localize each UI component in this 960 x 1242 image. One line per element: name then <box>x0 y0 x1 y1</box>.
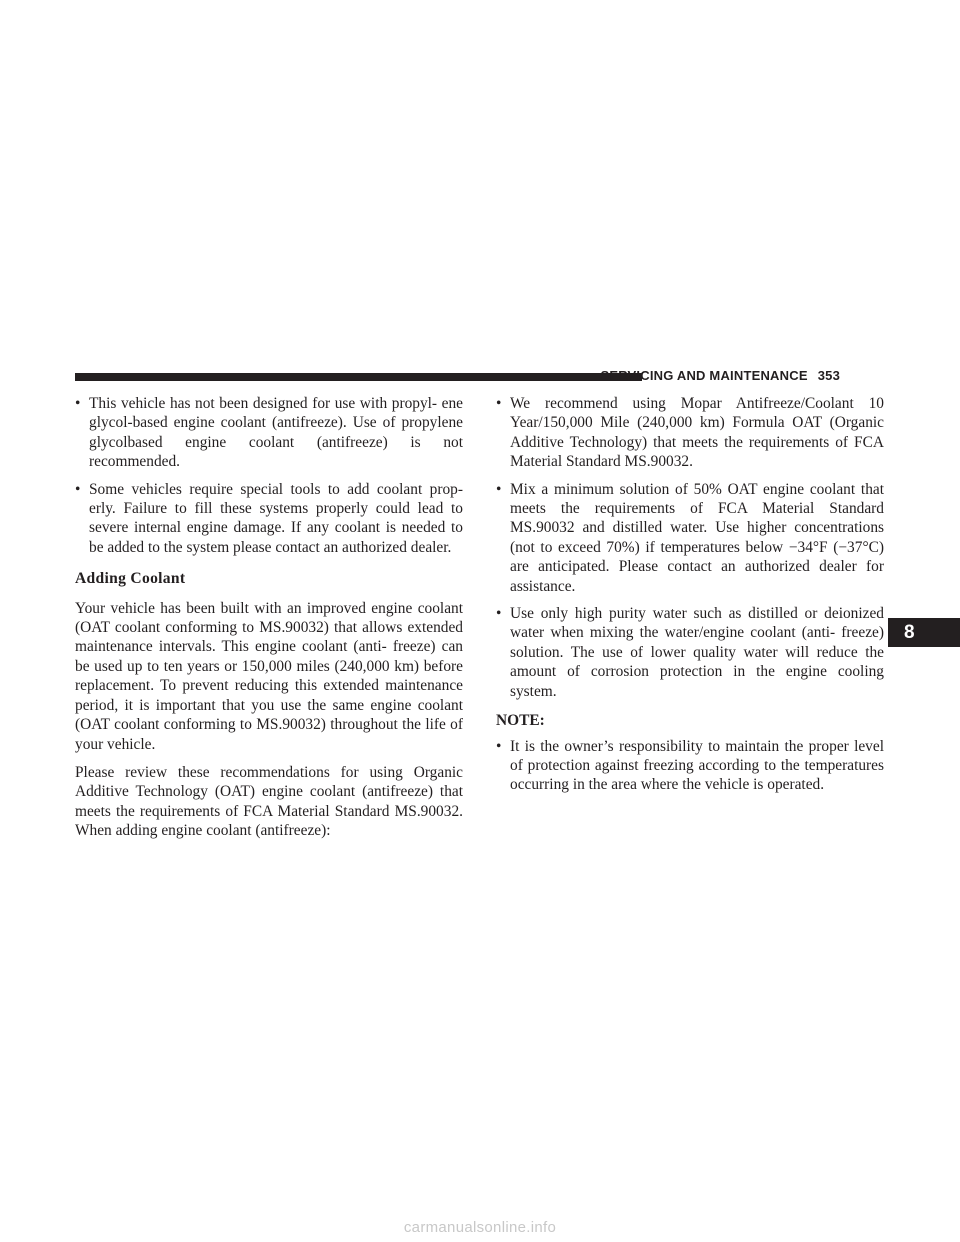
list-item-text: We recommend using Mopar Antifreeze/Coolant 10 Year/150,000 Mile (240,000 km) Formula OAT (Organic Additive Technology) that meets the requirements of FCA Material Standard MS.90032. <box>510 395 884 471</box>
list-item <box>75 394 463 472</box>
chapter-tab: 8 <box>888 618 960 647</box>
paragraph: Please review these recommendations for using Organic Additive Technology (OAT) engine coolant (antifreeze) that meets the requirements of FCA Material Standard MS.90032. When adding engine coolant (antifreeze): <box>75 763 463 840</box>
list-item-text: Some vehicles require special tools to add coolant prop- erly. Failure to fill these systems properly could lead to severe internal engine damage. If any coolant is needed to be added to the system please contact an authorized dealer. <box>89 480 463 556</box>
list-item-text: This vehicle has not been designed for use with propyl- ene glycol-based engine coolant (antifreeze). Use of propylene glycolbased engine coolant (antifreeze) is not recommended. <box>89 395 463 471</box>
right-column <box>496 394 884 803</box>
watermark-text: carmanualsonline.info <box>403 1219 557 1236</box>
list-item-text: Use only high purity water such as distilled or deionized water when mixing the water/engine coolant (anti- freeze) solution. The use of lower quality water will reduce the amount of corrosion protection in the engine cooling system. <box>510 605 884 700</box>
paragraph: Your vehicle has been built with an improved engine coolant (OAT coolant conforming to MS.90032) that allows extended maintenance intervals. This engine coolant (anti- freeze) can be used up to ten years or 150,000 miles (240,000 km) before replacement. To prevent reducing this extended maintenance period, it is important that you use the same engine coolant (OAT coolant conforming to MS.90032) throughout the life of your vehicle. <box>75 599 463 753</box>
list-item <box>75 480 463 558</box>
list-item-text: Mix a minimum solution of 50% OAT engine coolant that meets the requirements of FCA Material Standard MS.90032 and distilled water. Use higher concentrations (not to exceed 70%) if temperatures below −34°F (−37°C) are anticipated. Please contact an authorized dealer for assistance. <box>510 480 884 595</box>
bullet-icon: • <box>75 395 81 412</box>
header-rule <box>75 373 642 381</box>
section-title: SERVICING AND MAINTENANCE <box>600 368 808 383</box>
section-heading: Adding Coolant <box>75 570 186 588</box>
bullet-icon: • <box>496 480 502 498</box>
bullet-icon: • <box>496 737 502 755</box>
left-column <box>75 394 463 850</box>
page-number: 353 <box>817 368 840 383</box>
list-item <box>496 737 884 795</box>
list-item <box>496 480 884 596</box>
list-item <box>496 604 884 701</box>
list-item <box>496 394 884 472</box>
bullet-icon: • <box>496 605 502 623</box>
bullet-icon: • <box>75 480 81 498</box>
running-header <box>600 368 840 384</box>
bullet-icon: • <box>496 395 502 412</box>
note-label: NOTE: <box>496 712 545 730</box>
list-item-text: It is the owner’s responsibility to maintain the proper level of protection against freezing according to the temperatures occurring in the area where the vehicle is operated. <box>510 737 884 794</box>
